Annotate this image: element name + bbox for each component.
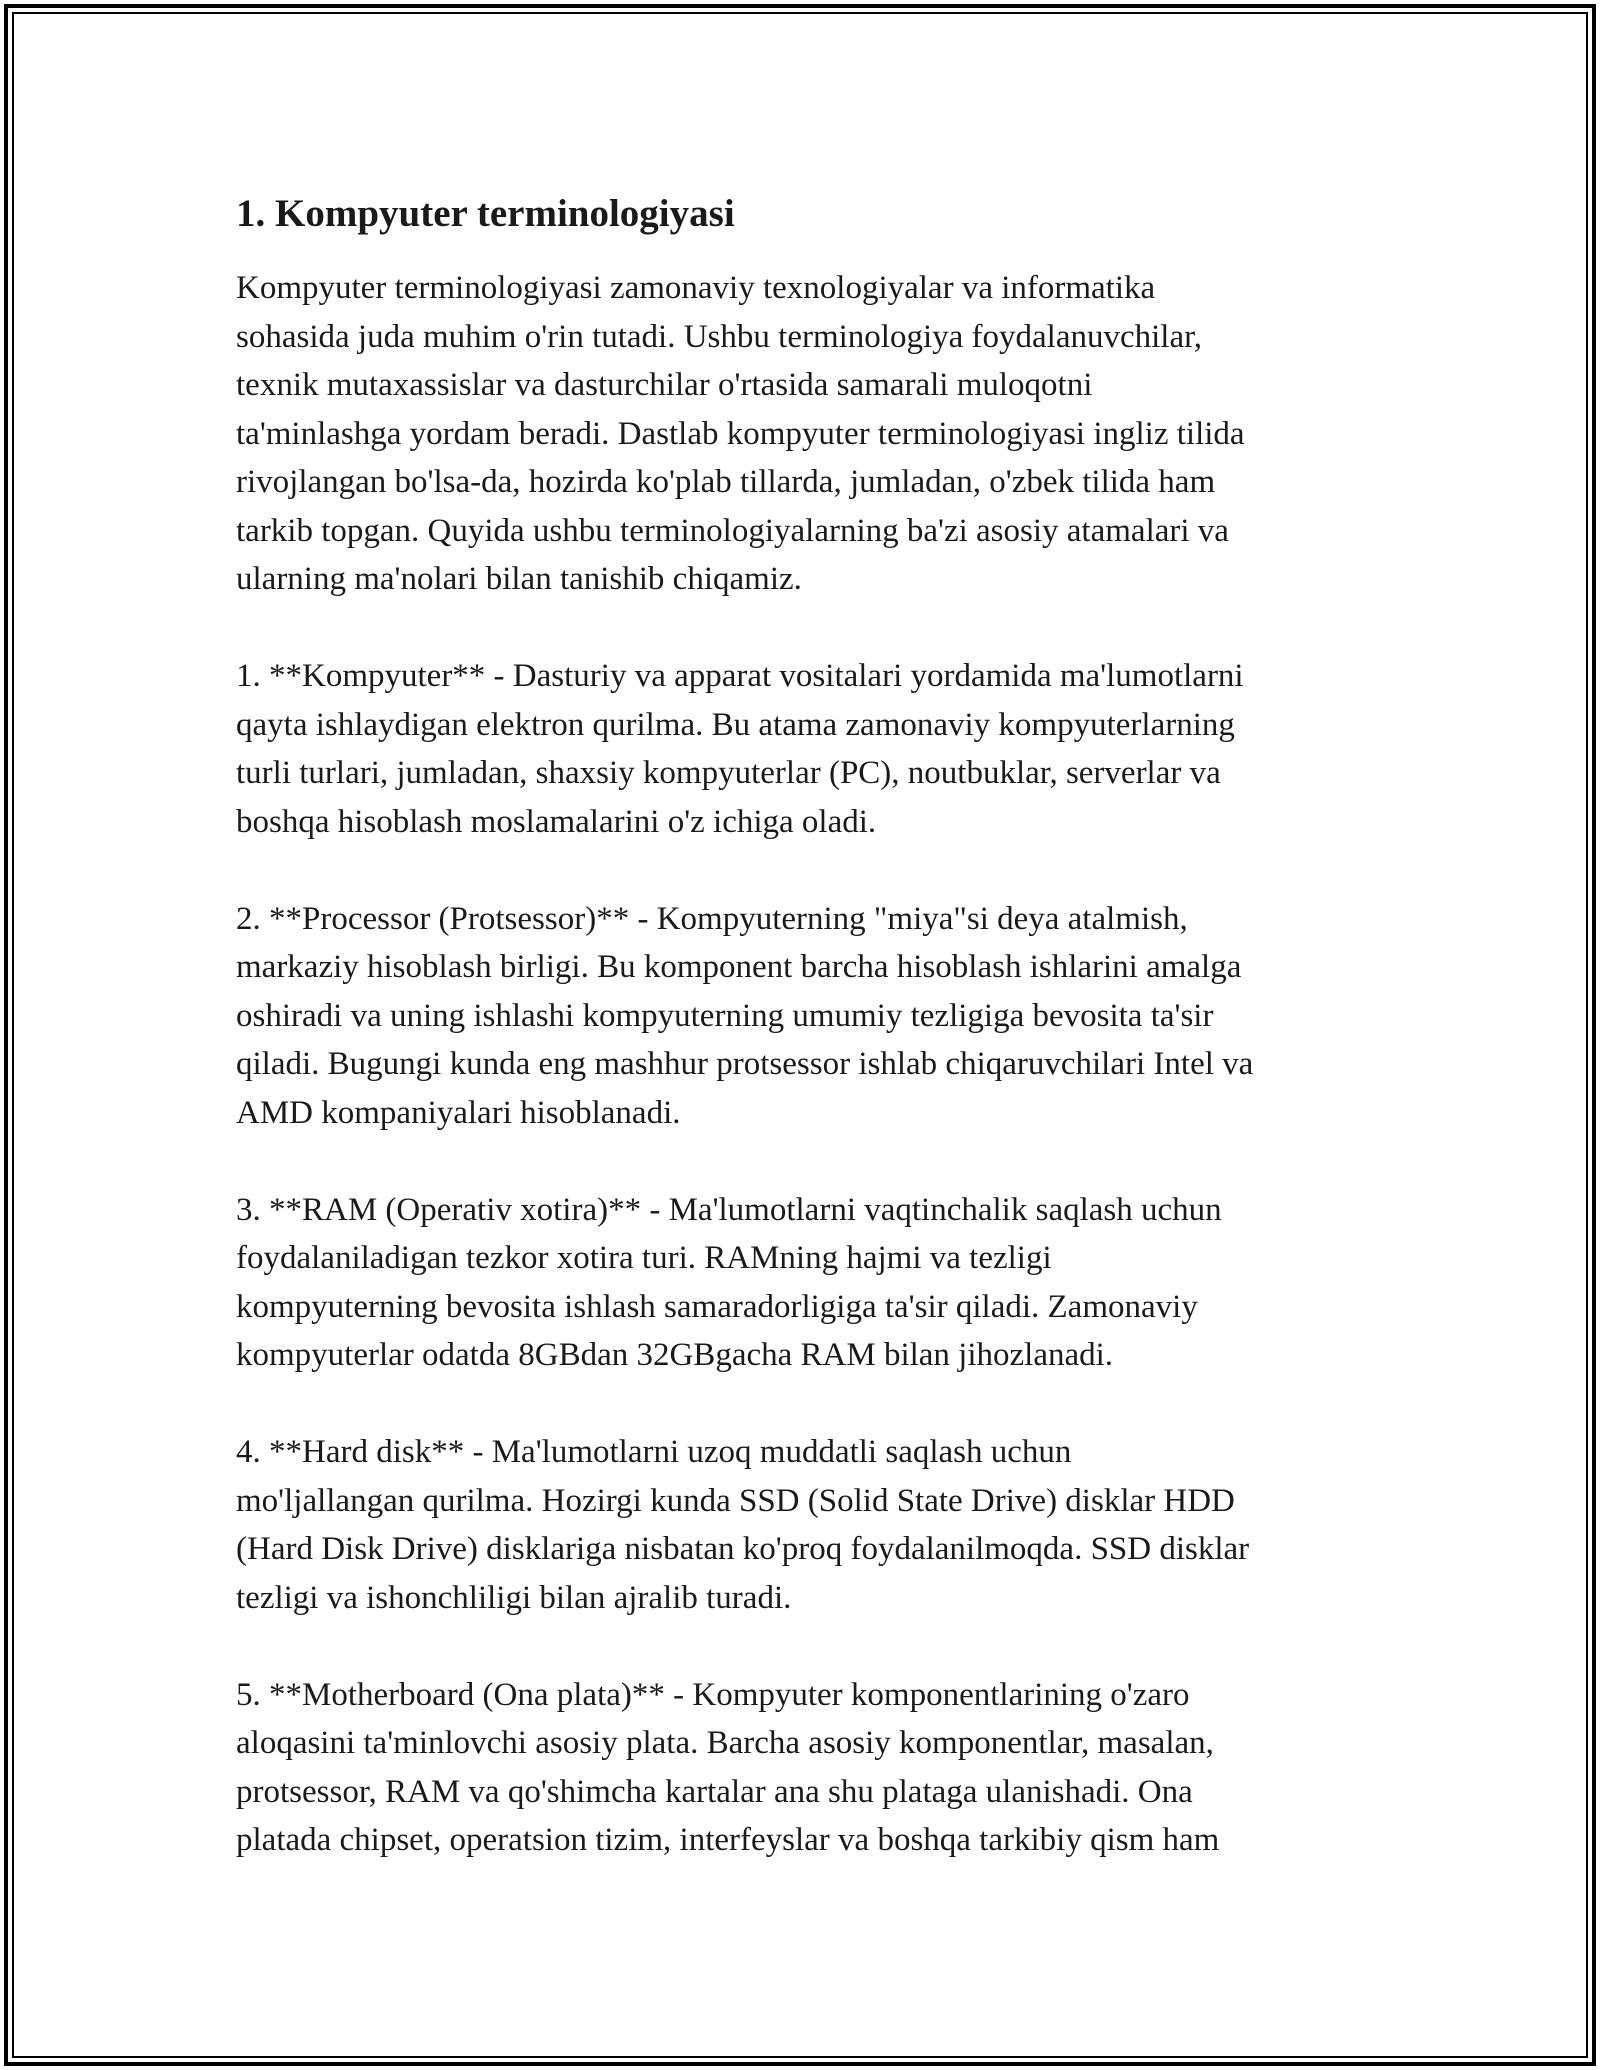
document-title: 1. Kompyuter terminologiyasi xyxy=(236,192,735,235)
term-item-ram: 3. **RAM (Operativ xotira)** - Ma'lumotlarni vaqtinchalik saqlash uchun foydalaniladigan tezkor xotira turi. RAMning hajmi va tezligi kompyuterning bevosita ishlash samaradorligiga ta'sir qiladi. Zamonaviy kompyuterlar odatda 8GBdan 32GBgacha RAM bilan jihozlanadi. xyxy=(236,1191,1222,1373)
term-item-kompyuter: 1. **Kompyuter** - Dasturiy va apparat vositalari yordamida ma'lumotlarni qayta ishlaydigan elektron qurilma. Bu atama zamonaviy kompyuterlarning turli turlari, jumladan, shaxsiy kompyuterlar (PC), noutbuklar, serverlar va boshqa hisoblash moslamalarini o'z ichiga oladi. xyxy=(236,658,1244,840)
document-body xyxy=(236,188,1376,1913)
term-item-processor: 2. **Processor (Protsessor)** - Kompyuterning "miya"si deya atalmish, markaziy hisoblash birligi. Bu komponent barcha hisoblash ishlarini amalga oshiradi va uning ishlashi kompyuterning umumiy tezligiga bevosita ta'sir qiladi. Bugungi kunda eng mashhur protsessor ishlab chiqaruvchilari Intel va AMD kompaniyalari hisoblanadi. xyxy=(236,900,1254,1131)
term-item-hard-disk: 4. **Hard disk** - Ma'lumotlarni uzoq muddatli saqlash uchun mo'ljallangan qurilma. Hozirgi kunda SSD (Solid State Drive) disklar HDD (Hard Disk Drive) disklariga nisbatan ko'proq foydalanilmoqda. SSD disklar tezligi va ishonchliligi bilan ajralib turadi. xyxy=(236,1434,1250,1616)
intro-paragraph: Kompyuter terminologiyasi zamonaviy texnologiyalar va informatika sohasida juda muhim o'rin tutadi. Ushbu terminologiya foydalanuvchilar, texnik mutaxassislar va dasturchilar o'rtasida samarali muloqotni ta'minlashga yordam beradi. Dastlab kompyuter terminologiyasi ingliz tilida rivojlangan bo'lsa-da, hozirda ko'plab tillarda, jumladan, o'zbek tilida ham tarkib topgan. Quyida ushbu terminologiyalarning ba'zi asosiy atamalari va ularning ma'nolari bilan tanishib chiqamiz. xyxy=(236,270,1245,597)
term-item-motherboard: 5. **Motherboard (Ona plata)** - Kompyuter komponentlarining o'zaro aloqasini ta'minlovchi asosiy plata. Barcha asosiy komponentlar, masalan, protsessor, RAM va qo'shimcha kartalar ana shu plataga ulanishadi. Ona platada chipset, operatsion tizim, interfeyslar va boshqa tarkibiy qism ham xyxy=(236,1676,1220,1858)
